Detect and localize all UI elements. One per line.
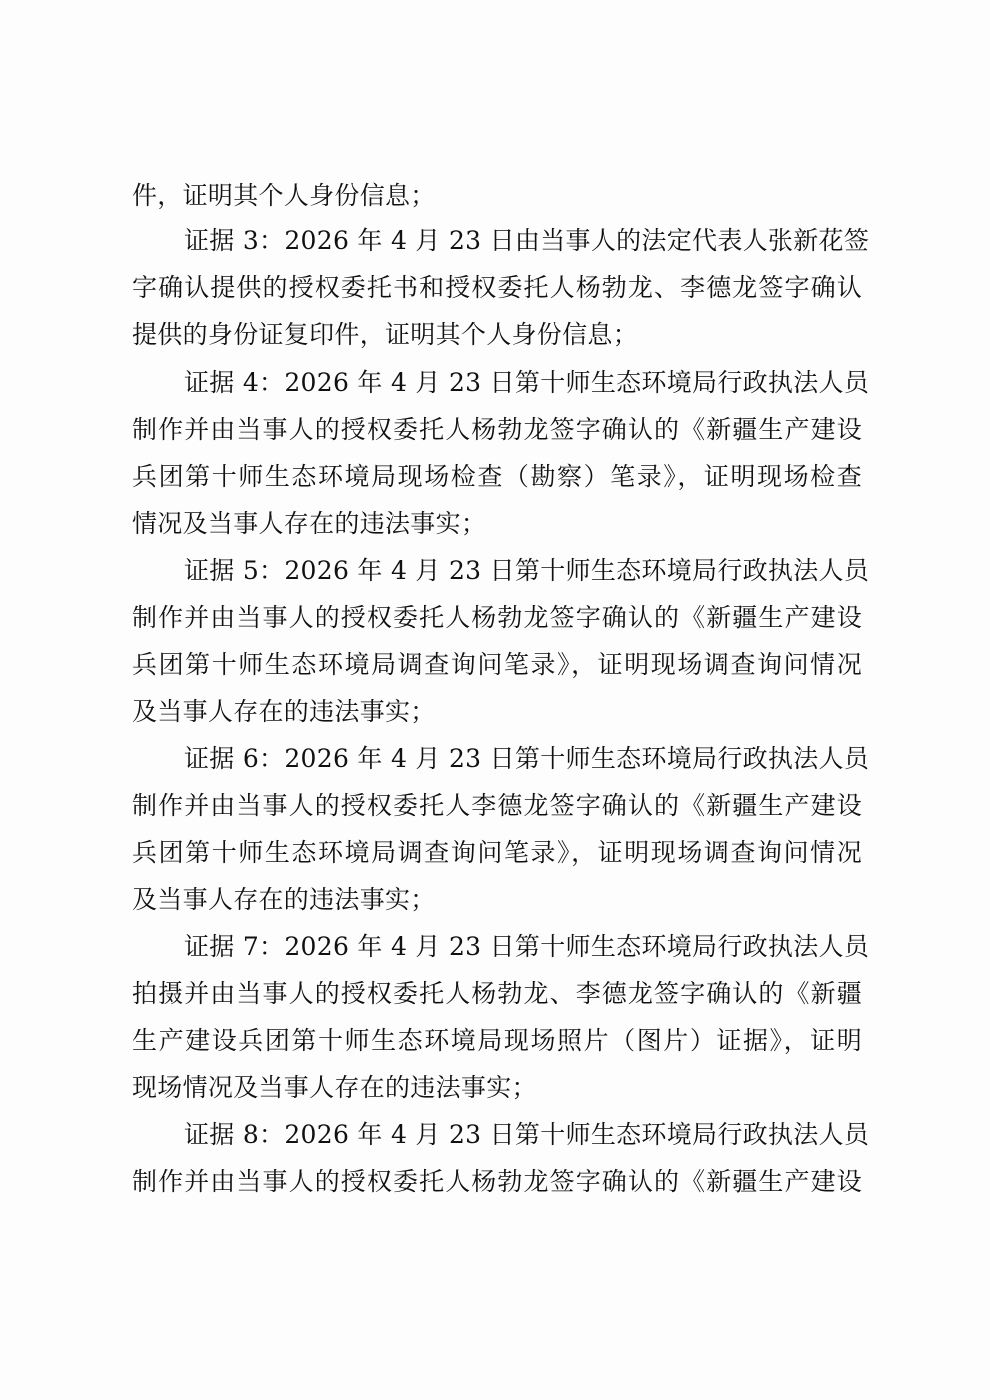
text-line: 兵团第十师生态环境局调查询问笔录》，证明现场调查询问情况 — [132, 838, 862, 867]
text-line: 兵团第十师生态环境局调查询问笔录》，证明现场调查询问情况 — [132, 650, 862, 679]
text-line: 制作并由当事人的授权委托人杨勃龙签字确认的《新疆生产建设 — [132, 1167, 862, 1196]
text-line: 情况及当事人存在的违法事实； — [132, 509, 487, 538]
text-line: 证据 3：2026 年 4 月 23 日由当事人的法定代表人张新花签 — [184, 226, 870, 255]
text-line: 证据 6：2026 年 4 月 23 日第十师生态环境局行政执法人员 — [184, 744, 870, 773]
text-line: 制作并由当事人的授权委托人李德龙签字确认的《新疆生产建设 — [132, 791, 862, 820]
text-line: 字确认提供的授权委托书和授权委托人杨勃龙、李德龙签字确认 — [132, 273, 862, 302]
text-line: 现场情况及当事人存在的违法事实； — [132, 1073, 537, 1102]
text-line: 件，证明其个人身份信息； — [132, 181, 436, 210]
text-line: 及当事人存在的违法事实； — [132, 697, 436, 726]
text-line: 制作并由当事人的授权委托人杨勃龙签字确认的《新疆生产建设 — [132, 603, 862, 632]
text-line: 制作并由当事人的授权委托人杨勃龙签字确认的《新疆生产建设 — [132, 415, 862, 444]
text-line: 证据 8：2026 年 4 月 23 日第十师生态环境局行政执法人员 — [184, 1120, 870, 1149]
text-line: 提供的身份证复印件，证明其个人身份信息； — [132, 320, 639, 349]
text-line: 兵团第十师生态环境局现场检查（勘察）笔录》，证明现场检查 — [132, 462, 862, 491]
text-line: 生产建设兵团第十师生态环境局现场照片（图片）证据》，证明 — [132, 1026, 862, 1055]
text-line: 证据 5：2026 年 4 月 23 日第十师生态环境局行政执法人员 — [184, 556, 870, 585]
text-line: 证据 7：2026 年 4 月 23 日第十师生态环境局行政执法人员 — [184, 932, 870, 961]
text-line: 及当事人存在的违法事实； — [132, 885, 436, 914]
text-line: 证据 4：2026 年 4 月 23 日第十师生态环境局行政执法人员 — [184, 368, 870, 397]
text-line: 拍摄并由当事人的授权委托人杨勃龙、李德龙签字确认的《新疆 — [132, 979, 862, 1008]
